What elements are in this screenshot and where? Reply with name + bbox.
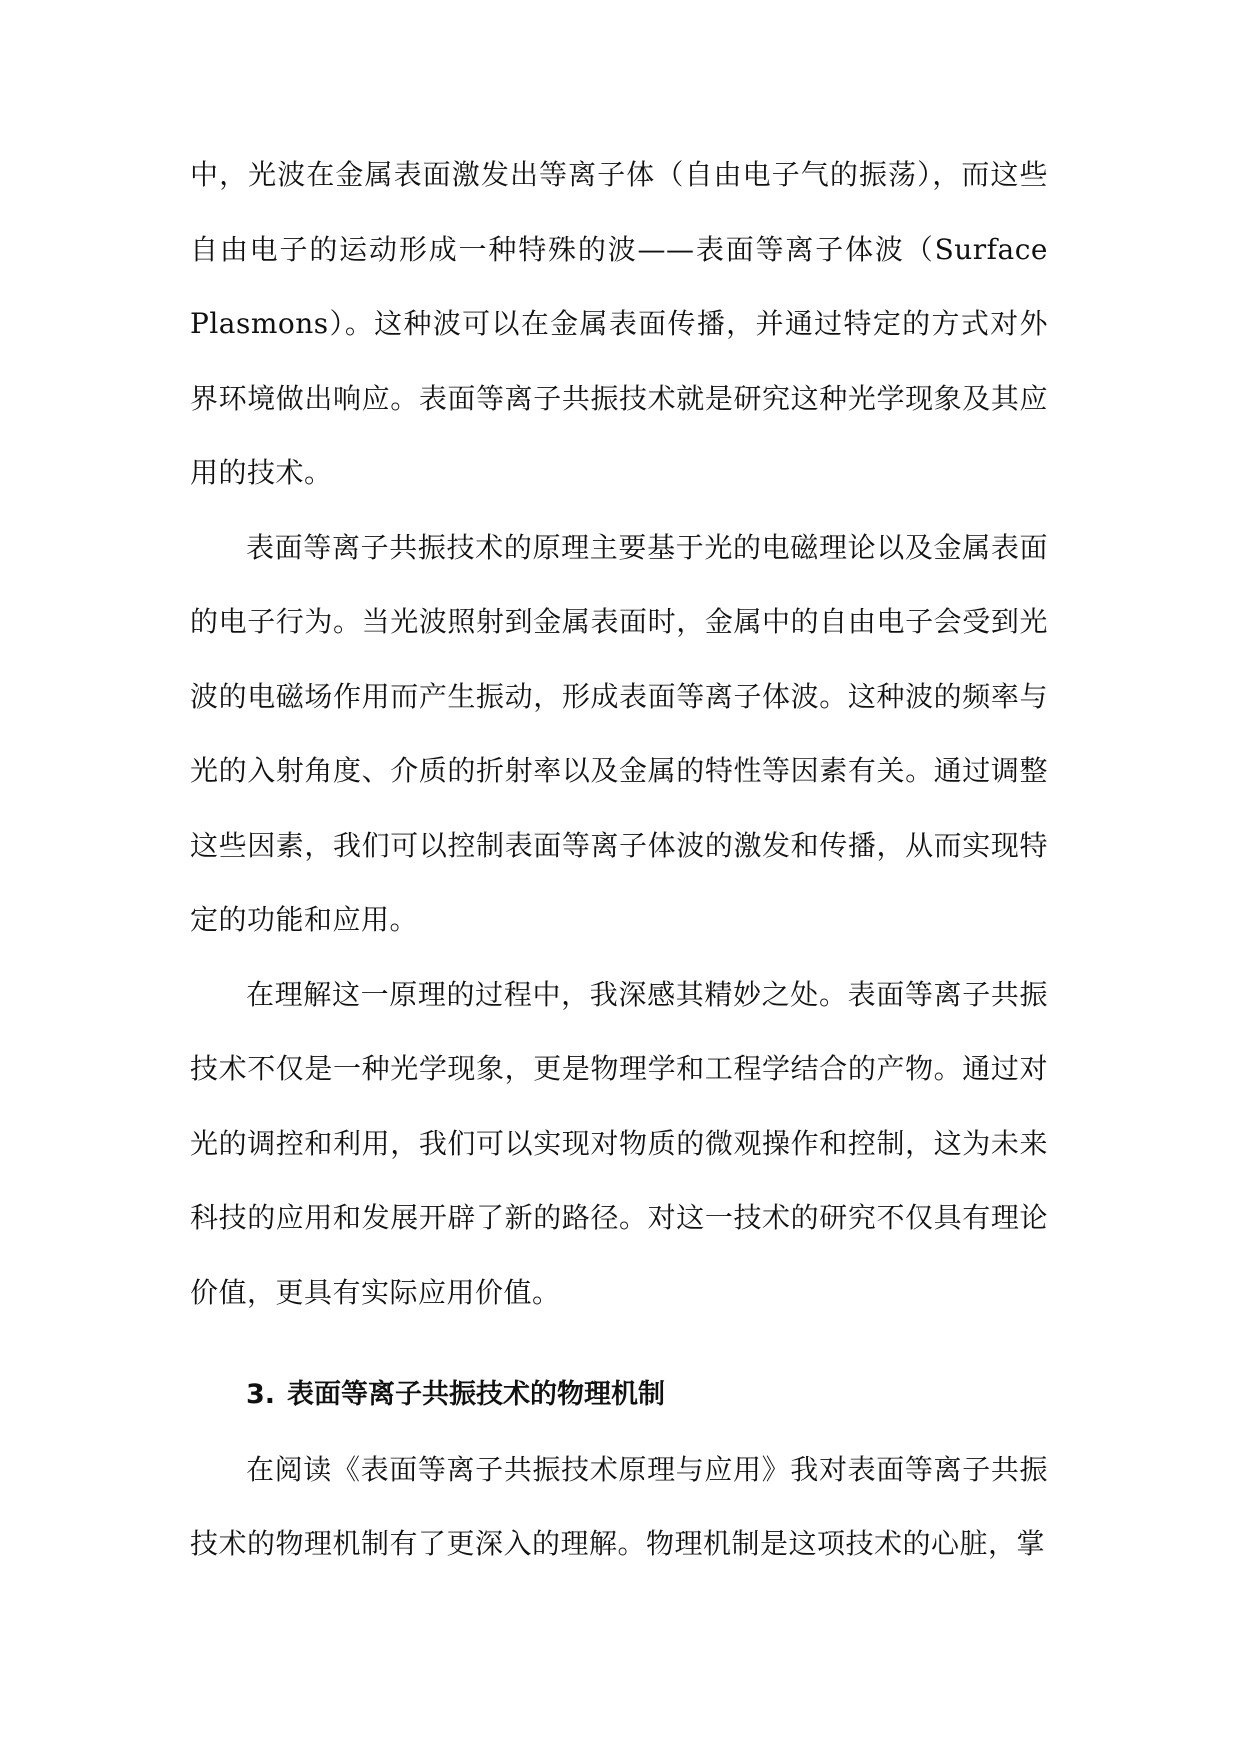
section-number: 3. — [246, 1379, 276, 1410]
paragraph-2: 表面等离子共振技术的原理主要基于光的电磁理论以及金属表面的电子行为。当光波照射到金属表面时，金属中的自由电子会受到光波的电磁场作用而产生振动，形成表面等离子体波。这种波的频率与光的入射角度、介质的折射率以及金属的特性等因素有关。通过调整这些因素，我们可以控制表面等离子体波的激发和传播，从而实现特定的功能和应用。 — [190, 530, 1048, 936]
document-page — [190, 138, 1048, 1582]
paragraph-1: 中，光波在金属表面激发出等离子体（自由电子气的振荡），而这些自由电子的运动形成一种特殊的波——表面等离子体波（Surface Plasmons）。这种波可以在金属表面传播，并通过特定的方式对外界环境做出响应。表面等离子共振技术就是研究这种光学现象及其应用的技术。 — [190, 158, 1048, 489]
paragraph-4: 在阅读《表面等离子共振技术原理与应用》我对表面等离子共振技术的物理机制有了更深入的理解。物理机制是这项技术的心脏，掌 — [190, 1452, 1048, 1560]
paragraph-3: 在理解这一原理的过程中，我深感其精妙之处。表面等离子共振技术不仅是一种光学现象，更是物理学和工程学结合的产物。通过对光的调控和利用，我们可以实现对物质的微观操作和控制，这为未来科技的应用和发展开辟了新的路径。对这一技术的研究不仅具有理论价值，更具有实际应用价值。 — [190, 977, 1048, 1309]
section-heading — [190, 1358, 1048, 1433]
section-title: 表面等离子共振技术的物理机制 — [287, 1379, 666, 1410]
